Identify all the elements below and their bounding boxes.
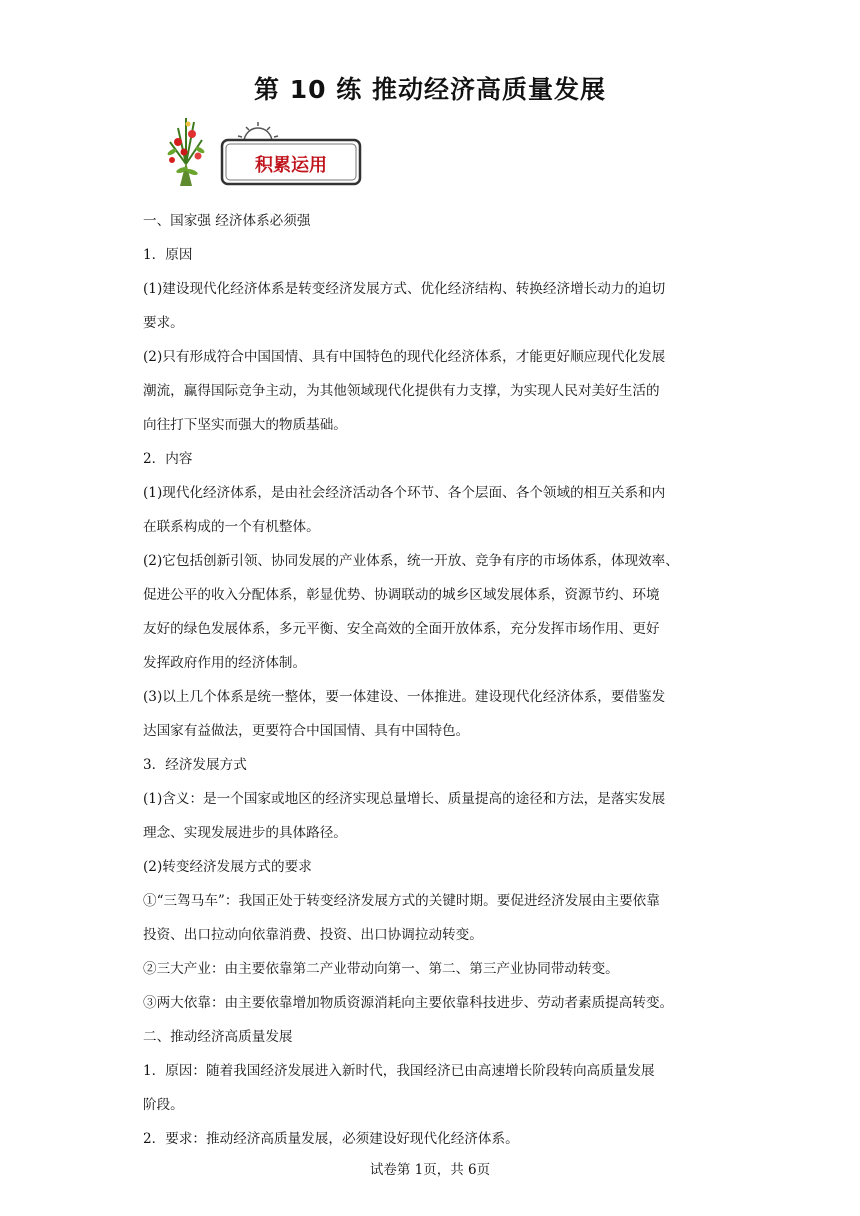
text-line: 促进公平的收入分配体系，彰显优势、协调联动的城乡区域发展体系，资源节约、环境: [143, 587, 660, 603]
text-line: 理念、实现发展进步的具体路径。: [143, 825, 347, 841]
text-line: (1)现代化经济体系，是由社会经济活动各个环节、各个层面、各个领域的相互关系和内: [143, 485, 666, 501]
text-line: 投资、出口拉动向依靠消费、投资、出口协调拉动转变。: [143, 927, 483, 943]
text-line: 达国家有益做法，更要符合中国国情、具有中国特色。: [143, 723, 470, 739]
document-body: [143, 204, 723, 1156]
badge-label: 积累运用: [255, 155, 327, 176]
text-line: (2)只有形成符合中国国情、具有中国特色的现代化经济体系，才能更好顺应现代化发展: [143, 349, 666, 365]
text-line: (2)转变经济发展方式的要求: [143, 859, 312, 875]
text-line: 发挥政府作用的经济体制。: [143, 655, 307, 671]
text-line: ③两大依靠：由主要依靠增加物质资源消耗向主要依靠科技进步、劳动者素质提高转变。: [143, 995, 674, 1011]
text-line: 一、国家强 经济体系必须强: [143, 213, 311, 229]
text-line: 1．原因：随着我国经济发展进入新时代，我国经济已由高速增长阶段转向高质量发展: [143, 1063, 655, 1079]
text-line: 潮流，赢得国际竞争主动，为其他领域现代化提供有力支撑，为实现人民对美好生活的: [143, 383, 660, 399]
text-line: (1)建设现代化经济体系是转变经济发展方式、优化经济结构、转换经济增长动力的迫切: [143, 281, 666, 297]
text-line: 3．经济发展方式: [143, 757, 247, 773]
text-line: 2．内容: [143, 451, 193, 467]
page-title: 第 10 练 推动经济高质量发展: [254, 75, 606, 104]
text-line: 1．原因: [143, 247, 193, 263]
text-line: 二、推动经济高质量发展: [143, 1029, 293, 1045]
text-line: (2)它包括创新引领、协同发展的产业体系，统一开放、竞争有序的市场体系，体现效率、: [143, 553, 679, 569]
text-line: 阶段。: [143, 1097, 184, 1113]
text-line: ②三大产业：由主要依靠第二产业带动向第一、第二、第三产业协同带动转变。: [143, 961, 619, 977]
text-line: ①“三驾马车”：我国正处于转变经济发展方式的关键时期。要促进经济发展由主要依靠: [143, 893, 660, 909]
accumulate-apply-badge: [158, 112, 368, 192]
text-line: 2．要求：推动经济高质量发展，必须建设好现代化经济体系。: [143, 1131, 519, 1147]
text-line: 友好的绿色发展体系，多元平衡、安全高效的全面开放体系，充分发挥市场作用、更好: [143, 621, 660, 637]
text-line: (3)以上几个体系是统一整体，要一体建设、一体推进。建设现代化经济体系，要借鉴发: [143, 689, 666, 705]
text-line: 在联系构成的一个有机整体。: [143, 519, 320, 535]
text-line: 要求。: [143, 315, 184, 331]
text-line: 向往打下坚实而强大的物质基础。: [143, 417, 347, 433]
flower-bouquet-icon: [167, 118, 206, 186]
page-footer: 试卷第 1页，共 6页: [369, 1162, 491, 1178]
text-line: (1)含义：是一个国家或地区的经济实现总量增长、质量提高的途径和方法，是落实发展: [143, 791, 666, 807]
